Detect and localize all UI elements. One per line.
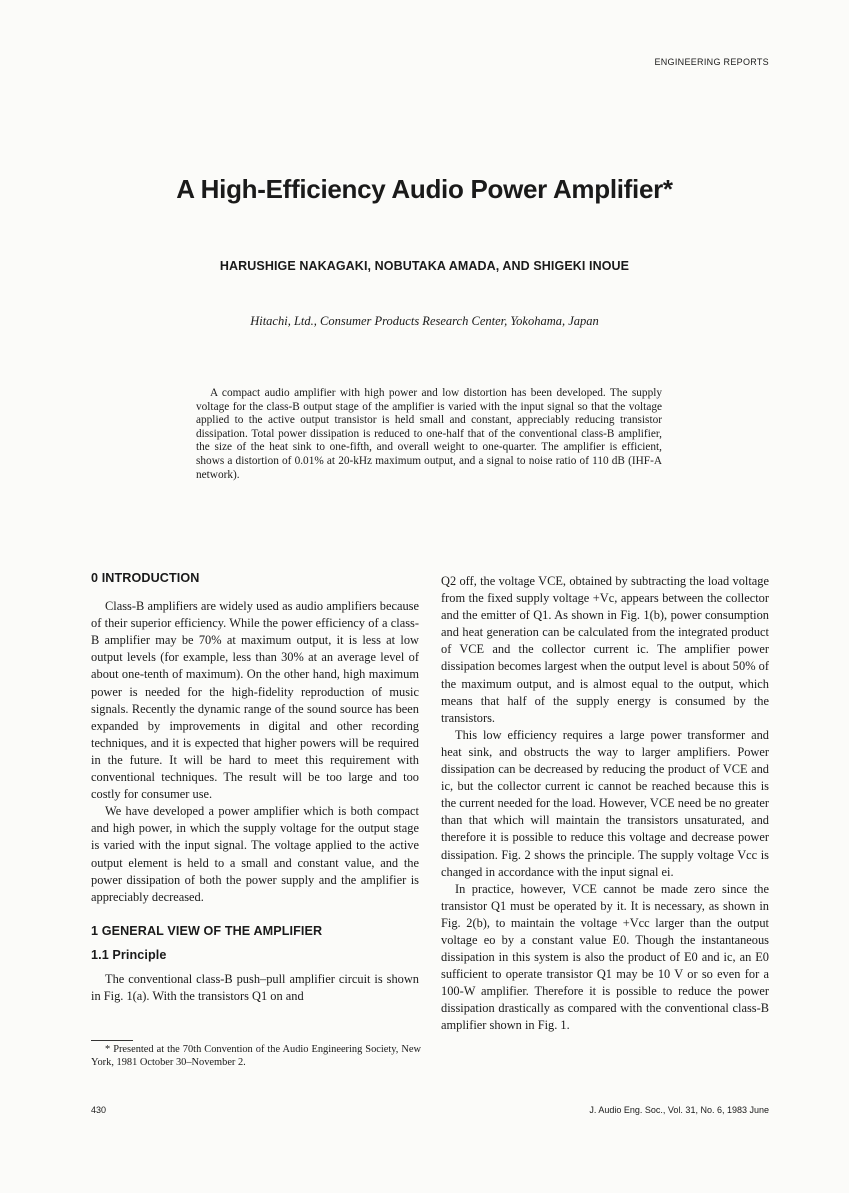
right-column: [441, 573, 769, 1035]
footnote-rule: [91, 1040, 133, 1041]
left-column: [91, 570, 419, 1005]
abstract-text: A compact audio amplifier with high power and low distortion has been developed. The supply voltage for the class-B output stage of the amplifier is varied with the input signal so that the voltage applied to the active output transistor is held small and constant, appreciably reducing transistor dissipation. Total power dissipation is reduced to one-half that of the conventional class-B amplifier, the size of the heat sink to one-fifth, and overall weight to one-quarter. The amplifier is efficient, shows a distortion of 0.01% at 20-kHz maximum output, and a signal to noise ratio of 110 dB (IHF-A network).: [196, 387, 662, 481]
abstract: [196, 387, 662, 482]
footnote: [91, 1044, 421, 1070]
page-number: 430: [91, 1105, 107, 1115]
section-heading-general-view: 1 GENERAL VIEW OF THE AMPLIFIER: [91, 923, 323, 938]
subsection-heading-principle: 1.1 Principle: [91, 947, 167, 962]
section-heading-introduction: 0 INTRODUCTION: [91, 571, 200, 585]
paragraph: We have developed a power amplifier which is both compact and high power, in which the supply voltage for the output stage is varied with the input signal. The voltage applied to the active output element is held to a small and constant value, and the power dissipation of both the power supply and the amplifier is appreciably decreased.: [91, 804, 419, 904]
section-tag: ENGINEERING REPORTS: [654, 57, 769, 67]
author-list: HARUSHIGE NAKAGAKI, NOBUTAKA AMADA, AND SHIGEKI INOUE: [219, 259, 630, 273]
affiliation: Hitachi, Ltd., Consumer Products Research Center, Yokohama, Japan: [250, 314, 599, 328]
paragraph: This low efficiency requires a large power transformer and heat sink, and obstructs the way to larger amplifiers. Power dissipation can be decreased by reducing the product of VCE and ic, but the collector current ic cannot be reached because this is the current needed for the load. However, VCE need be no greater than that which will maintain the transistors unsaturated, and therefore it is possible to reduce this voltage and decrease power dissipation. Fig. 2 shows the principle. The supply voltage Vcc is changed in accordance with the input signal ei.: [441, 727, 769, 879]
journal-citation: J. Audio Eng. Soc., Vol. 31, No. 6, 1983 June: [589, 1105, 769, 1115]
footnote-text: * Presented at the 70th Convention of the Audio Engineering Society, New York, 1981 October 30–November 2.: [91, 1044, 421, 1068]
paper-title: A High-Efficiency Audio Power Amplifier*: [176, 174, 673, 204]
paragraph: The conventional class-B push–pull amplifier circuit is shown in Fig. 1(a). With the transistors Q1 on and: [91, 971, 419, 1004]
paragraph: Q2 off, the voltage VCE, obtained by subtracting the load voltage from the fixed supply voltage +Vc, appears between the collector and the emitter of Q1. As shown in Fig. 1(b), power consumption and heat generation can be calculated from the integrated product of VCE and the collector current ic. The amplifier power dissipation becomes largest when the output level is about 50% of the maximum output, and is almost equal to the output, which means that half of the supply energy is consumed by the transistors.: [441, 574, 769, 725]
paragraph: In practice, however, VCE cannot be made zero since the transistor Q1 must be operated by it. It is necessary, as shown in Fig. 2(b), to maintain the voltage +Vcc larger than the output voltage eo by a constant value E0. Though the instantaneous dissipation in this system is also the product of E0 and ic, an E0 sufficient to operate transistor Q1 may be 10 V or so even for a 100-W amplifier. Therefore it is possible to reduce the power dissipation drastically as compared with the conventional class-B amplifier shown in Fig. 1.: [441, 881, 769, 1033]
paragraph: Class-B amplifiers are widely used as audio amplifiers because of their superior efficiency. While the power efficiency of a class-B amplifier may be 70% at maximum output, it is less at low output levels (for example, less than 30% at an average level of about one-tenth of maximum). On the other hand, high maximum power is needed for the high-fidelity reproduction of music signals. Recently the dynamic range of the sound source has been expanded by improvements in digital and other recording techniques, and it is expected that higher powers will be required in the future. It will be hard to meet this requirement with conventional techniques. The result will be too large and too costly for consumer use.: [91, 599, 419, 802]
